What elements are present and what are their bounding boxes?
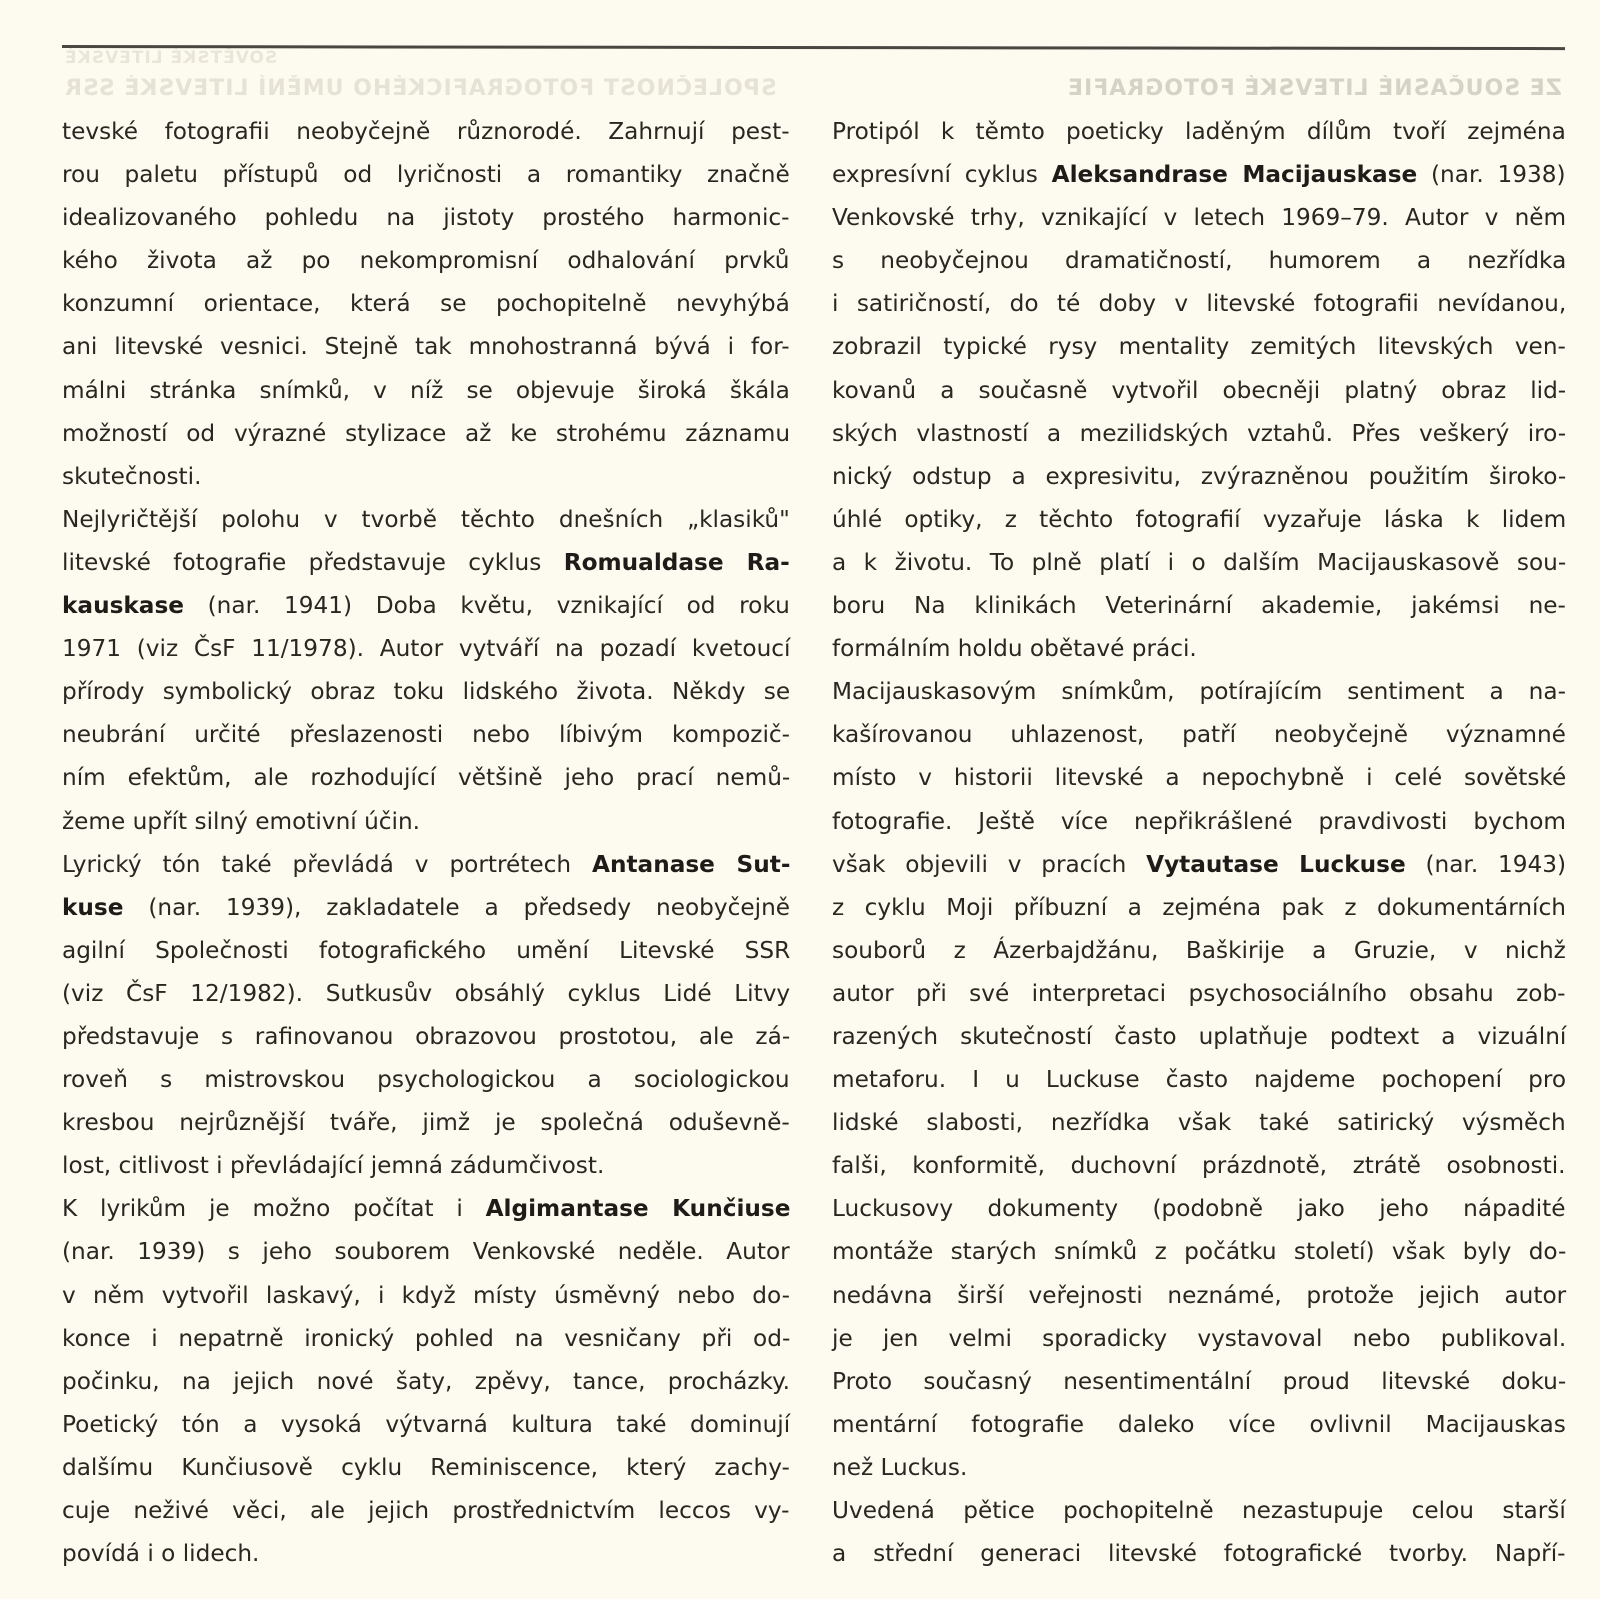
photographer-name: Antanase Sut- [592, 850, 791, 878]
photographer-name: kauskase [62, 592, 184, 620]
text-fragment: však objevili v pracích [832, 850, 1147, 878]
text-fragment: (nar. 1941) Doba květu, vznikající od roku [183, 592, 790, 620]
text-line: tevské fotografii neobyčejně různorodé. Zahrnují pest- [62, 118, 790, 145]
text-line: žeme upřít silný emotivní účin. [62, 807, 421, 835]
show-through-text-top: SOVĚTSKÉ LITEVSKÉ [64, 48, 278, 68]
top-rule-divider [62, 45, 1565, 50]
text-line: 1971 (viz ČsF 11/1978). Autor vytváří na pozadí kvetoucí [62, 635, 791, 663]
text-line: neubrání určité přeslazenosti nebo líbivým kompozič- [62, 721, 791, 749]
text-line: idealizovaného pohledu na jistoty prostého harmonic- [62, 204, 790, 232]
text-line: montáže starých snímků z počátku století) však byly do- [832, 1238, 1567, 1266]
text-line: Proto současný nesentimentální proud litevské doku- [832, 1367, 1567, 1395]
text-line: Poetický tón a vysoká výtvarná kultura také dominují [62, 1410, 791, 1438]
text-line: i satiričností, do té doby v litevské fotografii nevídanou, [832, 290, 1567, 318]
text-line: ním efektům, ale rozhodující většině jeho prací nemů- [62, 764, 791, 792]
text-line: možností od výrazné stylizace až ke strohému záznamu [62, 419, 791, 447]
text-line: kašírovanou uhlazenost, patří neobyčejně významné [832, 721, 1566, 749]
text-line: razených skutečností často uplatňuje podtext a vizuální [832, 1022, 1567, 1050]
text-line: dalšímu Kunčiusově cyklu Reminiscence, který zachy- [62, 1453, 790, 1481]
show-through-header: ZE SOUČASNÉ LITEVSKÉ FOTOGRAFIE [1067, 76, 1562, 101]
text-line [832, 843, 1566, 886]
text-fragment: (nar. 1939), zakladatele a předsedy neobyčejně [123, 893, 791, 921]
text-line: kého života až po nekompromisní odhalování prvků [62, 247, 790, 275]
text-line: skutečnosti. [62, 462, 202, 490]
text-line: s neobyčejnou dramatičností, humorem a nezřídka [832, 247, 1567, 275]
text-line: agilní Společnosti fotografického umění Litevské SSR [62, 936, 791, 964]
text-line: mentární fotografie daleko více ovlivnil Macijauskas [832, 1410, 1566, 1438]
right-text-column [832, 110, 1566, 1575]
text-line: Uvedená pětice pochopitelně nezastupuje celou starší [832, 1497, 1566, 1524]
text-line: boru Na klinikách Veterinární akademie, jakémsi ne- [832, 592, 1566, 620]
text-line: nedávna širší veřejnosti neznámé, protože jejich autor [832, 1281, 1567, 1309]
text-line: (viz ČsF 12/1982). Sutkusův obsáhlý cyklus Lidé Litvy [62, 979, 791, 1007]
text-line [62, 541, 790, 584]
text-line: kresbou nejrůznější tváře, jimž je společná oduševně- [62, 1109, 790, 1137]
photographer-name: kuse [62, 893, 124, 921]
text-line: představuje s rafinovanou obrazovou prostotou, ale zá- [62, 1022, 791, 1050]
text-line [62, 886, 790, 929]
text-fragment: (nar. 1938) [1417, 161, 1566, 189]
text-line: konce i nepatrně ironický pohled na vesničany při od- [62, 1324, 791, 1352]
text-line: zobrazil typické rysy mentality zemitých litevských ven- [832, 333, 1566, 361]
text-line: než Luckus. [832, 1453, 968, 1481]
text-line: a k životu. To plně platí i o dalším Macijauskasově sou- [832, 548, 1567, 576]
text-line: lost, citlivost i převládající jemná zádumčivost. [62, 1152, 605, 1180]
text-line: povídá i o lidech. [62, 1540, 260, 1568]
text-line: lidské slabosti, nezřídka však také satirický výsměch [832, 1109, 1566, 1137]
text-line: souborů z Ázerbajdžánu, Baškirije a Gruzie, v nichž [832, 936, 1566, 964]
text-line: nický odstup a expresivitu, zvýrazněnou použitím široko- [832, 462, 1567, 490]
photographer-name: Aleksandrase Macijauskase [1051, 161, 1418, 189]
text-line: konzumní orientace, která se pochopitelně nevyhýbá [62, 290, 790, 318]
photographer-name: Vytautase Luckuse [1146, 850, 1406, 878]
text-line: Nejlyričtější polohu v tvorbě těchto dnešních „klasiků" [62, 505, 790, 533]
text-line: z cyklu Moji příbuzní a zejména pak z dokumentárních [832, 893, 1566, 921]
text-line: ských vlastností a mezilidských vztahů. Přes veškerý iro- [832, 419, 1567, 447]
text-line: formálním holdu obětavé práci. [832, 635, 1197, 663]
text-line: roveň s mistrovskou psychologickou a sociologickou [62, 1066, 790, 1094]
text-line [62, 584, 790, 627]
photographer-name: Algimantase Kunčiuse [485, 1195, 791, 1223]
text-line: Venkovské trhy, vznikající v letech 1969–79. Autor v něm [832, 204, 1567, 232]
text-line: cuje neživé věci, ale jejich prostřednictvím leccos vy- [62, 1497, 790, 1524]
text-line: úhlé optiky, z těchto fotografií vyzařuje láska k lidem [832, 505, 1567, 533]
text-line: místo v historii litevské a nepochybně i celé sovětské [832, 764, 1567, 792]
text-line: je jen velmi sporadicky vystavoval nebo publikoval. [832, 1324, 1567, 1352]
text-line: autor při své interpretaci psychosociálního obsahu zob- [832, 979, 1566, 1007]
text-line [62, 1187, 790, 1230]
text-line: ani litevské vesnici. Stejně tak mnohostranná bývá i for- [62, 333, 790, 361]
text-line [832, 153, 1566, 196]
text-line: přírody symbolický obraz toku lidského života. Někdy se [62, 678, 791, 706]
text-line: Protipól k těmto poeticky laděným dílům tvoří zejména [832, 118, 1566, 145]
text-line: v něm vytvořil laskavý, i když místy úsměvný nebo do- [62, 1281, 790, 1309]
text-line: málni stránka snímků, v níž se objevuje široká škála [62, 376, 790, 404]
text-line: počinku, na jejich nové šaty, zpěvy, tance, procházky. [62, 1367, 790, 1395]
show-through-text-subtitle: SPOLEČNOST FOTOGRAFICKÉHO UMĚNÍ LITEVSKÉ SSR [64, 76, 777, 101]
text-line: Macijauskasovým snímkům, potírajícím sentiment a na- [832, 678, 1566, 706]
text-line: fotografie. Ještě více nepřikrášlené pravdivosti bychom [832, 807, 1567, 835]
text-line: rou paletu přístupů od lyričnosti a romantiky značně [62, 161, 790, 189]
text-fragment: Lyrický tón také převládá v portrétech [62, 850, 593, 878]
text-line [62, 843, 790, 886]
text-fragment: K lyrikům je možno počítat i [62, 1195, 486, 1223]
text-fragment: litevské fotografie představuje cyklus [62, 548, 564, 576]
text-line: falši, konformitě, duchovní prázdnotě, ztrátě osobnosti. [832, 1152, 1566, 1180]
text-fragment: expresívní cyklus [832, 161, 1052, 189]
text-line: metaforu. I u Luckuse často najdeme pochopení pro [832, 1066, 1567, 1094]
left-text-column [62, 110, 790, 1575]
text-line: kovanů a současně vytvořil obecněji platný obraz lid- [832, 376, 1567, 404]
text-line: Luckusovy dokumenty (podobně jako jeho nápadité [832, 1195, 1566, 1223]
text-line: a střední generaci litevské fotografické tvorby. Napří- [832, 1540, 1566, 1568]
text-line: (nar. 1939) s jeho souborem Venkovské neděle. Autor [62, 1238, 790, 1266]
text-fragment: (nar. 1943) [1405, 850, 1567, 878]
photographer-name: Romualdase Ra- [563, 548, 790, 576]
